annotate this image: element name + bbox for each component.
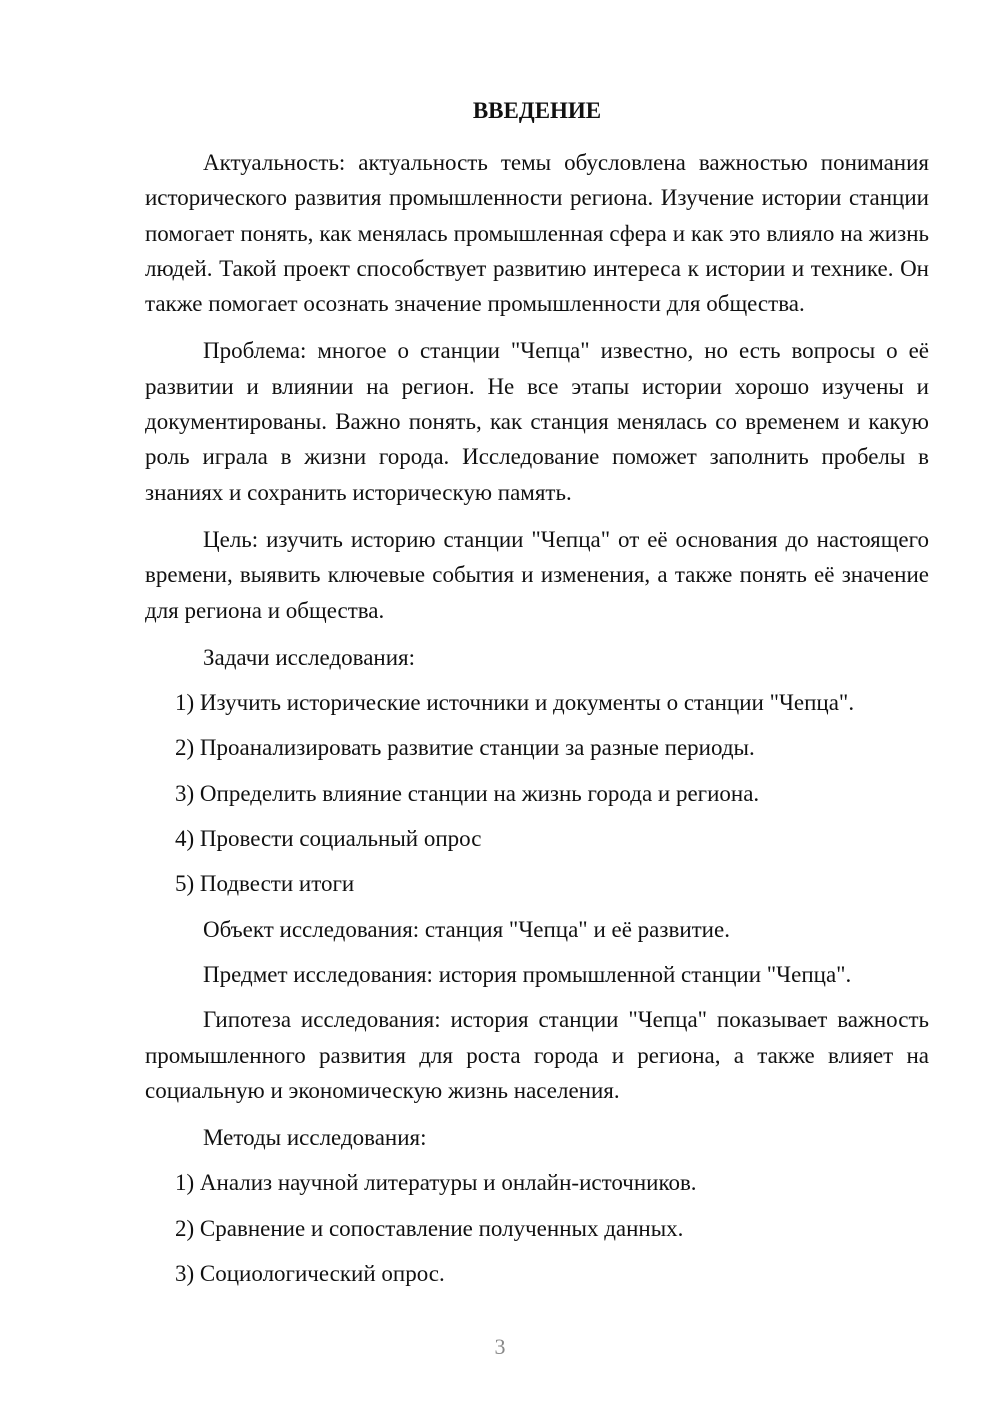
task-item: 4) Провести социальный опрос	[175, 826, 482, 852]
paragraph-problem: Проблема: многое о станции "Чепца" известно, но есть вопросы о её развитии и влиянии на регион. Не все этапы истории хорошо изучены и документированы. Важно понять, как станция менялась со временем и какую роль играла в жизни города. Исследование поможет заполнить пробелы в знаниях и сохранить историческую память.	[145, 338, 929, 505]
method-item: 2) Сравнение и сопоставление полученных данных.	[175, 1215, 684, 1241]
research-object: Объект исследования: станция "Чепца" и её развитие.	[203, 916, 730, 942]
task-item: 1) Изучить исторические источники и документы о станции "Чепца".	[175, 690, 855, 716]
methods-list	[145, 1165, 929, 1291]
methods-heading: Методы исследования:	[203, 1125, 427, 1151]
task-item: 2) Проанализировать развитие станции за разные периоды.	[175, 735, 755, 761]
paragraph-hypothesis: Гипотеза исследования: история станции "Чепца" показывает важность промышленного развития для роста города и региона, а также влияет на социальную и экономическую жизнь населения.	[145, 1007, 929, 1103]
paragraph-goal: Цель: изучить историю станции "Чепца" от её основания до настоящего времени, выявить ключевые события и изменения, а также понять её значение для региона и общества.	[145, 526, 929, 623]
method-item: 1) Анализ научной литературы и онлайн-источников.	[175, 1170, 697, 1196]
research-subject: Предмет исследования: история промышленной станции "Чепца".	[203, 961, 852, 987]
method-item: 3) Социологический опрос.	[175, 1261, 445, 1287]
section-title: ВВЕДЕНИЕ	[472, 98, 602, 123]
page-content	[145, 91, 929, 1301]
page-number: 3	[494, 1334, 506, 1359]
task-item: 5) Подвести итоги	[175, 871, 355, 897]
tasks-heading: Задачи исследования:	[203, 644, 416, 670]
paragraph-actuality: Актуальность: актуальность темы обусловлена важностью понимания исторического развития промышленности региона. Изучение истории станции помогает понять, как менялась промышленная сфера и как это влияло на жизнь людей. Такой проект способствует развитию интереса к истории и технике. Он также помогает осознать значение промышленности для общества.	[145, 150, 929, 317]
tasks-list	[145, 685, 929, 901]
task-item: 3) Определить влияние станции на жизнь города и региона.	[175, 780, 760, 806]
